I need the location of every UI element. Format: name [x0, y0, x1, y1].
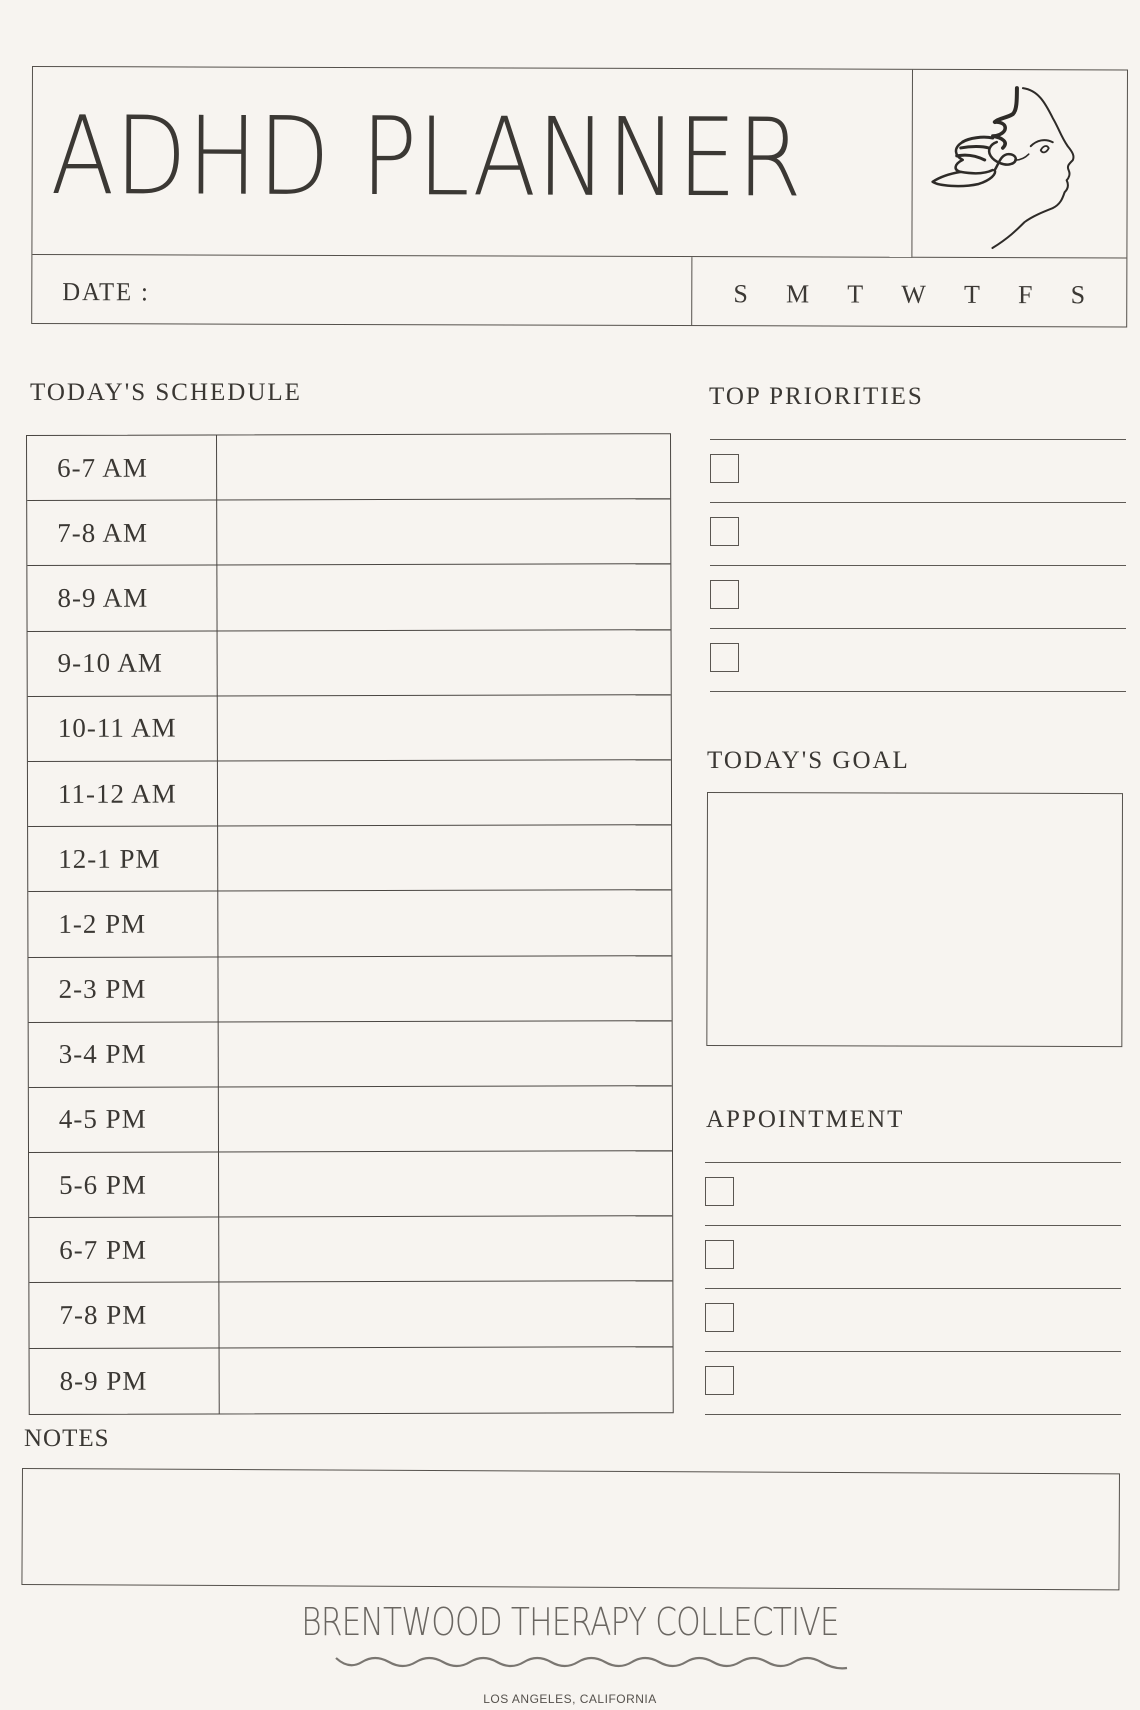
priority-item[interactable]: [710, 629, 1126, 692]
appointment-checkbox[interactable]: [705, 1303, 734, 1332]
schedule-row: [28, 695, 671, 762]
appointment-item[interactable]: [705, 1289, 1121, 1352]
priority-item[interactable]: [710, 566, 1126, 629]
time-slot-label: 6-7 PM: [29, 1218, 219, 1283]
time-slot-label: 8-9 PM: [30, 1348, 220, 1414]
schedule-entry-field[interactable]: [220, 1347, 673, 1413]
time-slot-label: 3-4 PM: [29, 1022, 219, 1087]
priority-checkbox[interactable]: [710, 580, 739, 609]
schedule-entry-field[interactable]: [219, 1282, 672, 1347]
notes-text-box[interactable]: [21, 1468, 1120, 1590]
page-title: ADHD PLANNER: [50, 94, 803, 222]
schedule-row: [29, 1021, 672, 1088]
schedule-row: [29, 1216, 672, 1283]
time-slot-label: 1-2 PM: [28, 892, 218, 957]
schedule-entry-field[interactable]: [218, 760, 671, 825]
time-slot-label: 5-6 PM: [29, 1153, 219, 1218]
priority-item[interactable]: [710, 503, 1126, 566]
planner-header: [31, 66, 1128, 327]
appointment-checkbox[interactable]: [705, 1366, 734, 1395]
notes-heading: NOTES: [24, 1425, 110, 1452]
schedule-row: [30, 1347, 673, 1414]
schedule-entry-field[interactable]: [217, 565, 670, 630]
goal-text-box[interactable]: [706, 792, 1123, 1047]
appointment-heading: APPOINTMENT: [706, 1106, 905, 1133]
priorities-list: [710, 439, 1126, 692]
schedule-row: [29, 1151, 672, 1218]
schedule-entry-field[interactable]: [217, 434, 670, 499]
brand-name: BRENTWOOD THERAPY COLLECTIVE: [301, 1600, 839, 1644]
schedule-row: [27, 499, 670, 566]
schedule-row: [27, 565, 670, 632]
appointment-checkbox[interactable]: [705, 1240, 734, 1269]
day-wednesday[interactable]: W: [901, 279, 926, 309]
schedule-row: [28, 760, 671, 827]
date-label: DATE :: [62, 277, 150, 307]
schedule-entry-field[interactable]: [219, 1216, 672, 1281]
day-friday[interactable]: F: [1018, 280, 1033, 310]
day-monday[interactable]: M: [785, 279, 810, 309]
schedule-entry-field[interactable]: [219, 1151, 672, 1216]
schedule-entry-field[interactable]: [219, 1021, 672, 1086]
time-slot-label: 4-5 PM: [29, 1087, 219, 1152]
priority-checkbox[interactable]: [710, 454, 739, 483]
appointment-list: [705, 1162, 1121, 1415]
day-saturday[interactable]: S: [1070, 280, 1086, 310]
schedule-row: [28, 630, 671, 697]
time-slot-label: 10-11 AM: [28, 696, 218, 761]
time-slot-label: 2-3 PM: [28, 957, 218, 1022]
priority-checkbox[interactable]: [710, 643, 739, 672]
date-field[interactable]: [32, 255, 692, 325]
time-slot-label: 6-7 AM: [27, 435, 217, 500]
schedule-row: [28, 825, 671, 892]
day-of-week-selector: [692, 257, 1126, 326]
schedule-table: [26, 433, 674, 1415]
time-slot-label: 11-12 AM: [28, 761, 218, 826]
schedule-row: [28, 891, 671, 958]
brand-location: LOS ANGELES, CALIFORNIA: [483, 1692, 657, 1706]
schedule-row: [27, 434, 670, 501]
time-slot-label: 7-8 PM: [29, 1283, 219, 1348]
wave-divider-icon: [334, 1652, 849, 1674]
title-cell: [32, 67, 913, 258]
schedule-entry-field[interactable]: [219, 1086, 672, 1151]
schedule-entry-field[interactable]: [217, 499, 670, 564]
schedule-entry-field[interactable]: [218, 956, 671, 1021]
priorities-heading: TOP PRIORITIES: [709, 383, 924, 410]
day-tuesday[interactable]: T: [847, 279, 864, 309]
day-sunday[interactable]: S: [733, 279, 748, 309]
appointment-item[interactable]: [705, 1352, 1121, 1415]
day-thursday[interactable]: T: [963, 279, 980, 309]
priority-checkbox[interactable]: [710, 517, 739, 546]
time-slot-label: 12-1 PM: [28, 827, 218, 892]
goal-heading: TODAY'S GOAL: [707, 747, 910, 774]
appointment-item[interactable]: [705, 1163, 1121, 1226]
schedule-row: [28, 956, 671, 1023]
illustration-cell: [912, 70, 1127, 259]
schedule-entry-field[interactable]: [218, 630, 671, 695]
appointment-checkbox[interactable]: [705, 1177, 734, 1206]
schedule-entry-field[interactable]: [218, 891, 671, 956]
schedule-entry-field[interactable]: [218, 695, 671, 760]
time-slot-label: 7-8 AM: [27, 501, 217, 566]
face-profile-icon: [912, 70, 1127, 259]
schedule-row: [29, 1282, 672, 1349]
schedule-row: [29, 1086, 672, 1153]
priority-item[interactable]: [710, 440, 1126, 503]
appointment-item[interactable]: [705, 1226, 1121, 1289]
time-slot-label: 8-9 AM: [27, 566, 217, 631]
schedule-entry-field[interactable]: [218, 825, 671, 890]
schedule-heading: TODAY'S SCHEDULE: [30, 379, 302, 406]
time-slot-label: 9-10 AM: [28, 631, 218, 696]
